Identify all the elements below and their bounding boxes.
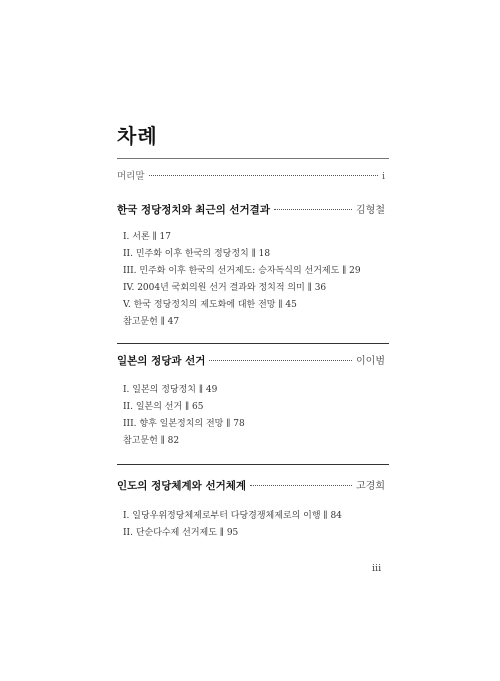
chapter-author: 이이범 [356, 356, 385, 367]
chapter-heading-1[interactable] [117, 201, 385, 217]
toc-item[interactable]: II. 일본의 선거 ∥ 65 [123, 402, 204, 412]
chapter-heading-2[interactable] [117, 352, 385, 368]
toc-item[interactable]: I. 일당우위정당체제로부터 다당경쟁체제로의 이행 ∥ 84 [123, 511, 342, 521]
chapter-title: 일본의 정당과 선거 [117, 355, 206, 367]
chapter-author: 김형철 [356, 205, 385, 216]
chapter-title: 인도의 정당체계와 선거체계 [117, 480, 247, 492]
foreword-page: i [381, 171, 385, 182]
dot-leader [149, 175, 378, 176]
dot-leader [274, 209, 352, 210]
toc-item[interactable]: V. 한국 정당정치의 제도화에 대한 전망 ∥ 45 [123, 300, 297, 310]
toc-item[interactable]: III. 민주화 이후 한국의 선거제도: 승자독식의 선거제도 ∥ 29 [123, 266, 361, 276]
title-divider [117, 158, 389, 159]
section-divider [117, 343, 389, 344]
chapter-title: 한국 정당정치와 최근의 선거결과 [117, 204, 270, 216]
toc-item[interactable]: III. 향후 일본정치의 전망 ∥ 78 [123, 419, 245, 429]
toc-item[interactable]: I. 일본의 정당정치 ∥ 49 [123, 385, 218, 395]
toc-item[interactable]: 참고문헌 ∥ 47 [123, 317, 180, 327]
toc-item[interactable]: 참고문헌 ∥ 82 [123, 436, 180, 446]
page-number: iii [372, 563, 382, 574]
chapter-heading-3[interactable] [117, 477, 385, 493]
section-divider [117, 464, 389, 465]
chapter-author: 고경희 [356, 481, 385, 492]
toc-title: 차례 [117, 124, 158, 148]
toc-item[interactable]: II. 단순다수제 선거제도 ∥ 95 [123, 528, 239, 538]
toc-item[interactable]: II. 민주화 이후 한국의 정당정치 ∥ 18 [123, 249, 271, 259]
toc-item[interactable]: IV. 2004년 국회의원 선거 결과와 정치적 의미 ∥ 36 [123, 283, 327, 293]
toc-entry-foreword[interactable] [117, 168, 385, 182]
foreword-label: 머리말 [117, 171, 145, 182]
dot-leader [209, 360, 352, 361]
toc-item[interactable]: I. 서론 ∥ 17 [123, 232, 171, 242]
dot-leader [250, 485, 352, 486]
